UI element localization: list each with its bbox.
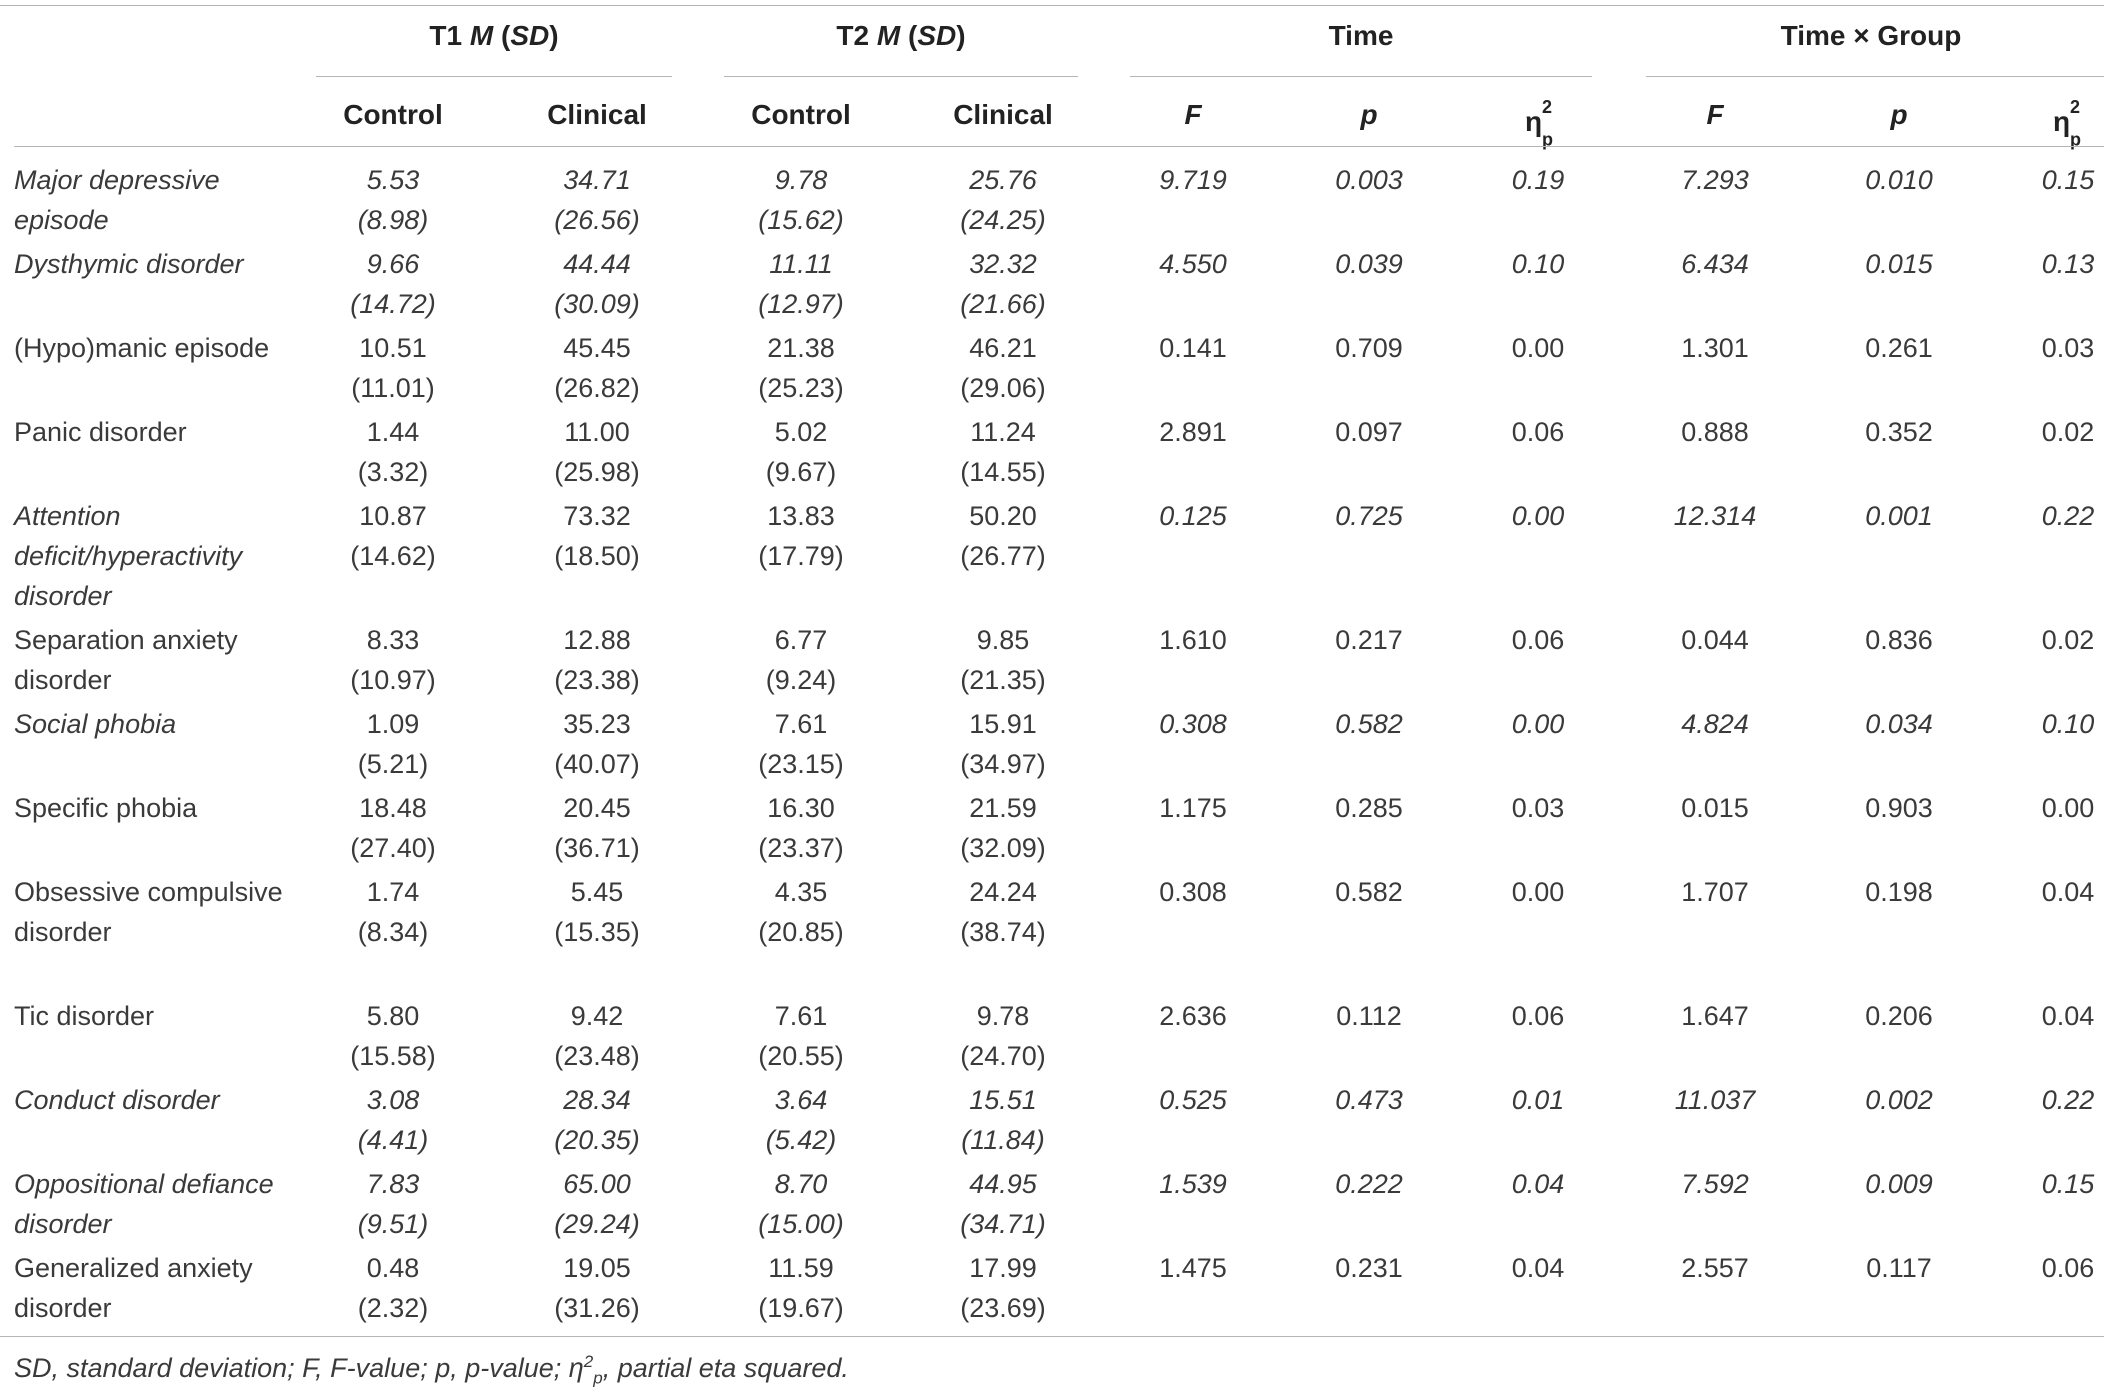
cell-t2-control: 4.35 [774, 877, 828, 907]
table-bottom-rule [0, 1336, 2104, 1337]
cell-int-f: 1.647 [1681, 1001, 1749, 1031]
cell-time-eta: 0.06 [1511, 1001, 1565, 1031]
cell-t2-control: 21.38 [767, 333, 835, 363]
cell-t2-control: 11.59 [768, 1253, 834, 1283]
cell-int-p: 0.836 [1865, 625, 1933, 655]
cell-t1-clinical: 28.34 [563, 1085, 631, 1115]
cell-time-f: 0.141 [1159, 333, 1227, 363]
cell-t2-control: 8.70 [774, 1169, 828, 1199]
cell-t1-clinical-sd: (26.82) [554, 373, 640, 403]
cell-time-f: 2.891 [1159, 417, 1227, 447]
cell-time-eta: 0.04 [1511, 1253, 1565, 1283]
cell-time-f: 0.525 [1159, 1085, 1227, 1115]
cell-time-f: 1.539 [1159, 1169, 1227, 1199]
cell-t1-control-sd: (15.58) [350, 1041, 436, 1071]
cell-t1-clinical-sd: (36.71) [554, 833, 640, 863]
cell-t2-clinical: 15.51 [969, 1085, 1037, 1115]
cell-t2-control-sd: (15.00) [758, 1209, 844, 1239]
cell-t1-control: 1.74 [366, 877, 420, 907]
cell-time-p: 0.231 [1335, 1253, 1403, 1283]
cell-time-p: 0.725 [1335, 501, 1403, 531]
cell-time-p: 0.285 [1335, 793, 1403, 823]
cell-t1-clinical: 5.45 [570, 877, 624, 907]
cell-t2-control: 16.30 [767, 793, 835, 823]
row-label: Attention deficit/hyperactivity disorder [14, 501, 243, 611]
cell-t2-clinical-sd: (21.66) [960, 289, 1046, 319]
cell-t2-clinical: 9.78 [976, 1001, 1030, 1031]
cell-t2-control: 7.61 [774, 709, 828, 739]
cell-int-p: 0.001 [1865, 501, 1933, 531]
cell-t1-control: 5.80 [366, 1001, 420, 1031]
cell-time-eta: 0.00 [1511, 333, 1565, 363]
cell-t1-control: 5.53 [366, 165, 420, 195]
cell-time-p: 0.582 [1335, 877, 1403, 907]
cell-t1-control: 3.08 [366, 1085, 420, 1115]
row-label: Generalized anxiety disorder [14, 1253, 253, 1323]
cell-t1-clinical-sd: (23.38) [554, 665, 640, 695]
cell-t1-control: 9.66 [366, 249, 420, 279]
cell-time-f: 0.125 [1159, 501, 1227, 531]
cell-time-eta: 0.06 [1511, 625, 1565, 655]
row-label: Social phobia [14, 709, 177, 739]
cell-time-f: 2.636 [1159, 1001, 1227, 1031]
cell-int-f: 0.015 [1681, 793, 1749, 823]
cell-t2-clinical: 46.21 [969, 333, 1037, 363]
cell-t2-control-sd: (19.67) [758, 1293, 844, 1323]
cell-time-p: 0.039 [1335, 249, 1403, 279]
cell-t1-control: 10.51 [359, 333, 427, 363]
cell-t1-control-sd: (3.32) [357, 457, 429, 487]
cell-int-p: 0.002 [1865, 1085, 1933, 1115]
cell-int-f: 0.044 [1681, 625, 1749, 655]
cell-t1-control: 7.83 [366, 1169, 420, 1199]
cell-t1-clinical-sd: (18.50) [554, 541, 640, 571]
cell-int-p: 0.034 [1865, 709, 1933, 739]
header-time-x-group: Time × Group [1780, 20, 1962, 51]
cell-t2-control-sd: (20.85) [758, 917, 844, 947]
cell-t1-clinical: 34.71 [563, 165, 631, 195]
subheader-interaction-eta: $\eta^2$ $_p$ [2052, 97, 2082, 150]
subheader-time-p: p [1360, 99, 1378, 130]
cell-int-eta: 0.04 [2041, 877, 2095, 907]
row-label: Tic disorder [14, 1001, 155, 1031]
cell-time-eta: 0.00 [1511, 877, 1565, 907]
row-label: Conduct disorder [14, 1085, 220, 1115]
cell-t1-control: 1.09 [366, 709, 420, 739]
cell-t2-clinical-sd: (11.84) [961, 1125, 1045, 1155]
cell-time-p: 0.112 [1336, 1001, 1402, 1031]
cell-int-f: 6.434 [1681, 249, 1749, 279]
cell-t1-clinical: 35.23 [563, 709, 631, 739]
cell-int-eta: 0.06 [2041, 1253, 2095, 1283]
subheader-t2-control: Control [751, 99, 851, 130]
cell-t2-clinical-sd: (21.35) [960, 665, 1046, 695]
cell-time-p: 0.097 [1335, 417, 1403, 447]
cell-time-f: 1.610 [1159, 625, 1227, 655]
cell-t1-control-sd: (8.34) [357, 917, 429, 947]
cell-time-p: 0.473 [1335, 1085, 1403, 1115]
cell-int-eta: 0.13 [2041, 249, 2095, 279]
cell-int-eta: 0.22 [2041, 501, 2095, 531]
cell-t1-control-sd: (27.40) [350, 833, 436, 863]
cell-t2-clinical: 11.24 [970, 417, 1036, 447]
cell-t1-clinical-sd: (15.35) [554, 917, 640, 947]
cell-t1-clinical: 44.44 [563, 249, 631, 279]
cell-t1-control-sd: (9.51) [357, 1209, 429, 1239]
cell-t2-clinical: 25.76 [969, 165, 1037, 195]
cell-int-eta: 0.00 [2041, 793, 2095, 823]
subheader-interaction-p: p [1890, 99, 1908, 130]
cell-t2-control-sd: (9.24) [765, 665, 837, 695]
cell-int-eta: 0.10 [2041, 709, 2095, 739]
cell-int-f: 2.557 [1681, 1253, 1749, 1283]
cell-time-eta: 0.00 [1511, 501, 1565, 531]
cell-int-p: 0.009 [1865, 1169, 1933, 1199]
cell-time-p: 0.222 [1335, 1169, 1403, 1199]
subheader-t1-control: Control [343, 99, 443, 130]
cell-int-f: 1.707 [1681, 877, 1749, 907]
cell-int-f: 7.592 [1681, 1169, 1749, 1199]
cell-int-f: 7.293 [1681, 165, 1749, 195]
subheader-t2-clinical: Clinical [953, 99, 1053, 130]
cell-int-p: 0.010 [1865, 165, 1933, 195]
cell-int-f: 11.037 [1674, 1085, 1756, 1115]
cell-t1-control-sd: (14.62) [350, 541, 436, 571]
cell-t2-clinical-sd: (32.09) [960, 833, 1046, 863]
cell-t2-control-sd: (20.55) [758, 1041, 844, 1071]
cell-int-p: 0.206 [1865, 1001, 1933, 1031]
cell-int-eta: 0.15 [2041, 1169, 2095, 1199]
cell-t1-control-sd: (14.72) [350, 289, 436, 319]
row-label: Separation anxiety disorder [14, 625, 238, 695]
row-label: Panic disorder [14, 417, 187, 447]
cell-t1-control-sd: (10.97) [350, 665, 436, 695]
cell-t1-clinical: 19.05 [563, 1253, 631, 1283]
cell-t2-clinical: 50.20 [969, 501, 1037, 531]
cell-t2-clinical: 44.95 [969, 1169, 1037, 1199]
cell-t2-clinical: 9.85 [976, 625, 1030, 655]
cell-t1-clinical: 11.00 [564, 417, 630, 447]
cell-t1-clinical-sd: (30.09) [554, 289, 640, 319]
cell-time-f: 9.719 [1159, 165, 1227, 195]
row-label: Major depressive episode [14, 165, 220, 235]
cell-t2-control-sd: (15.62) [758, 205, 844, 235]
cell-time-eta: 0.19 [1511, 165, 1565, 195]
cell-t2-control: 6.77 [774, 625, 828, 655]
cell-time-eta: 0.06 [1511, 417, 1565, 447]
cell-time-p: 0.217 [1335, 625, 1403, 655]
cell-int-f: 4.824 [1681, 709, 1749, 739]
cell-t2-clinical-sd: (34.97) [960, 749, 1046, 779]
row-label: (Hypo)manic episode [14, 333, 270, 363]
cell-int-eta: 0.02 [2041, 625, 2095, 655]
table-footnote: SD, standard deviation; F, F-value; p, p-value; $\eta^2_p$, partial eta squared. [14, 1352, 849, 1388]
cell-time-eta: 0.00 [1511, 709, 1565, 739]
cell-int-p: 0.903 [1865, 793, 1933, 823]
cell-t1-control-sd: (4.41) [357, 1125, 429, 1155]
header-t1: T1 M (SD) [429, 20, 559, 51]
cell-t2-clinical-sd: (23.69) [960, 1293, 1046, 1323]
cell-int-eta: 0.22 [2041, 1085, 2095, 1115]
cell-t1-control: 0.48 [366, 1253, 420, 1283]
cell-t2-clinical-sd: (24.70) [960, 1041, 1046, 1071]
cell-time-eta: 0.10 [1511, 249, 1565, 279]
subheader-time-f: F [1184, 99, 1202, 130]
cell-t2-clinical: 32.32 [969, 249, 1037, 279]
cell-t2-control: 5.02 [774, 417, 828, 447]
cell-int-eta: 0.15 [2041, 165, 2095, 195]
header-time: Time [1328, 20, 1394, 51]
cell-time-f: 0.308 [1159, 877, 1227, 907]
cell-t2-clinical-sd: (24.25) [960, 205, 1046, 235]
cell-t1-clinical-sd: (40.07) [554, 749, 640, 779]
cell-t2-control-sd: (17.79) [758, 541, 844, 571]
cell-t2-clinical-sd: (14.55) [960, 457, 1046, 487]
cell-t1-clinical-sd: (23.48) [554, 1041, 640, 1071]
cell-t2-clinical-sd: (29.06) [960, 373, 1046, 403]
cell-t2-clinical-sd: (26.77) [960, 541, 1046, 571]
cell-t2-control: 11.11 [769, 249, 833, 279]
cell-int-eta: 0.03 [2041, 333, 2095, 363]
cell-t1-control: 1.44 [366, 417, 420, 447]
cell-t1-clinical-sd: (26.56) [554, 205, 640, 235]
cell-t2-control-sd: (5.42) [765, 1125, 837, 1155]
cell-t1-clinical: 9.42 [570, 1001, 624, 1031]
cell-time-f: 1.175 [1159, 793, 1227, 823]
cell-time-p: 0.709 [1335, 333, 1403, 363]
cell-t2-clinical: 24.24 [969, 877, 1037, 907]
cell-int-p: 0.015 [1865, 249, 1933, 279]
cell-t2-control-sd: (9.67) [765, 457, 837, 487]
cell-int-f: 12.314 [1673, 501, 1757, 531]
cell-t1-control-sd: (11.01) [351, 373, 435, 403]
subheader-interaction-f: F [1706, 99, 1724, 130]
cell-int-eta: 0.02 [2041, 417, 2095, 447]
cell-t2-clinical-sd: (34.71) [960, 1209, 1046, 1239]
subheader-t1-clinical: Clinical [547, 99, 647, 130]
cell-time-p: 0.003 [1335, 165, 1403, 195]
cell-int-eta: 0.04 [2041, 1001, 2095, 1031]
cell-int-p: 0.117 [1866, 1253, 1932, 1283]
cell-int-p: 0.198 [1865, 877, 1933, 907]
cell-int-f: 1.301 [1681, 333, 1749, 363]
cell-t1-clinical: 20.45 [563, 793, 631, 823]
cell-time-eta: 0.01 [1511, 1085, 1565, 1115]
row-label: Dysthymic disorder [14, 249, 244, 279]
cell-time-p: 0.582 [1335, 709, 1403, 739]
subheader-time-eta: $\eta^2$ $_p$ [1524, 97, 1554, 150]
cell-t1-control-sd: (2.32) [357, 1293, 429, 1323]
cell-t2-clinical: 17.99 [969, 1253, 1037, 1283]
cell-t2-control: 9.78 [774, 165, 828, 195]
cell-t1-control: 18.48 [359, 793, 427, 823]
cell-t1-clinical-sd: (29.24) [554, 1209, 640, 1239]
cell-int-p: 0.261 [1865, 333, 1933, 363]
header-t2: T2 M (SD) [836, 20, 966, 51]
cell-time-eta: 0.04 [1511, 1169, 1565, 1199]
cell-t1-control: 8.33 [366, 625, 420, 655]
cell-t2-clinical: 21.59 [969, 793, 1037, 823]
cell-t2-clinical-sd: (38.74) [960, 917, 1046, 947]
cell-t2-control-sd: (25.23) [758, 373, 844, 403]
cell-t1-clinical-sd: (20.35) [554, 1125, 640, 1155]
cell-t2-control: 13.83 [767, 501, 835, 531]
cell-t1-clinical: 65.00 [563, 1169, 631, 1199]
cell-time-f: 4.550 [1159, 249, 1227, 279]
cell-t1-control-sd: (8.98) [357, 205, 429, 235]
cell-t2-control: 7.61 [774, 1001, 828, 1031]
cell-t2-control-sd: (23.15) [758, 749, 844, 779]
cell-t1-clinical-sd: (31.26) [554, 1293, 640, 1323]
row-label: Obsessive compulsive disorder [14, 877, 283, 947]
cell-int-f: 0.888 [1681, 417, 1749, 447]
cell-t2-control-sd: (23.37) [758, 833, 844, 863]
cell-t2-control: 3.64 [774, 1085, 828, 1115]
cell-t1-clinical-sd: (25.98) [554, 457, 640, 487]
cell-t2-control-sd: (12.97) [758, 289, 844, 319]
cell-t1-clinical: 12.88 [563, 625, 631, 655]
cell-t1-clinical: 73.32 [563, 501, 631, 531]
cell-t1-control: 10.87 [359, 501, 427, 531]
cell-time-f: 0.308 [1159, 709, 1227, 739]
cell-t1-clinical: 45.45 [563, 333, 631, 363]
cell-t2-clinical: 15.91 [969, 709, 1037, 739]
cell-t1-control-sd: (5.21) [357, 749, 429, 779]
row-label: Specific phobia [14, 793, 198, 823]
cell-int-p: 0.352 [1865, 417, 1933, 447]
cell-time-f: 1.475 [1159, 1253, 1227, 1283]
row-label: Oppositional defiance disorder [14, 1169, 274, 1239]
cell-time-eta: 0.03 [1511, 793, 1565, 823]
